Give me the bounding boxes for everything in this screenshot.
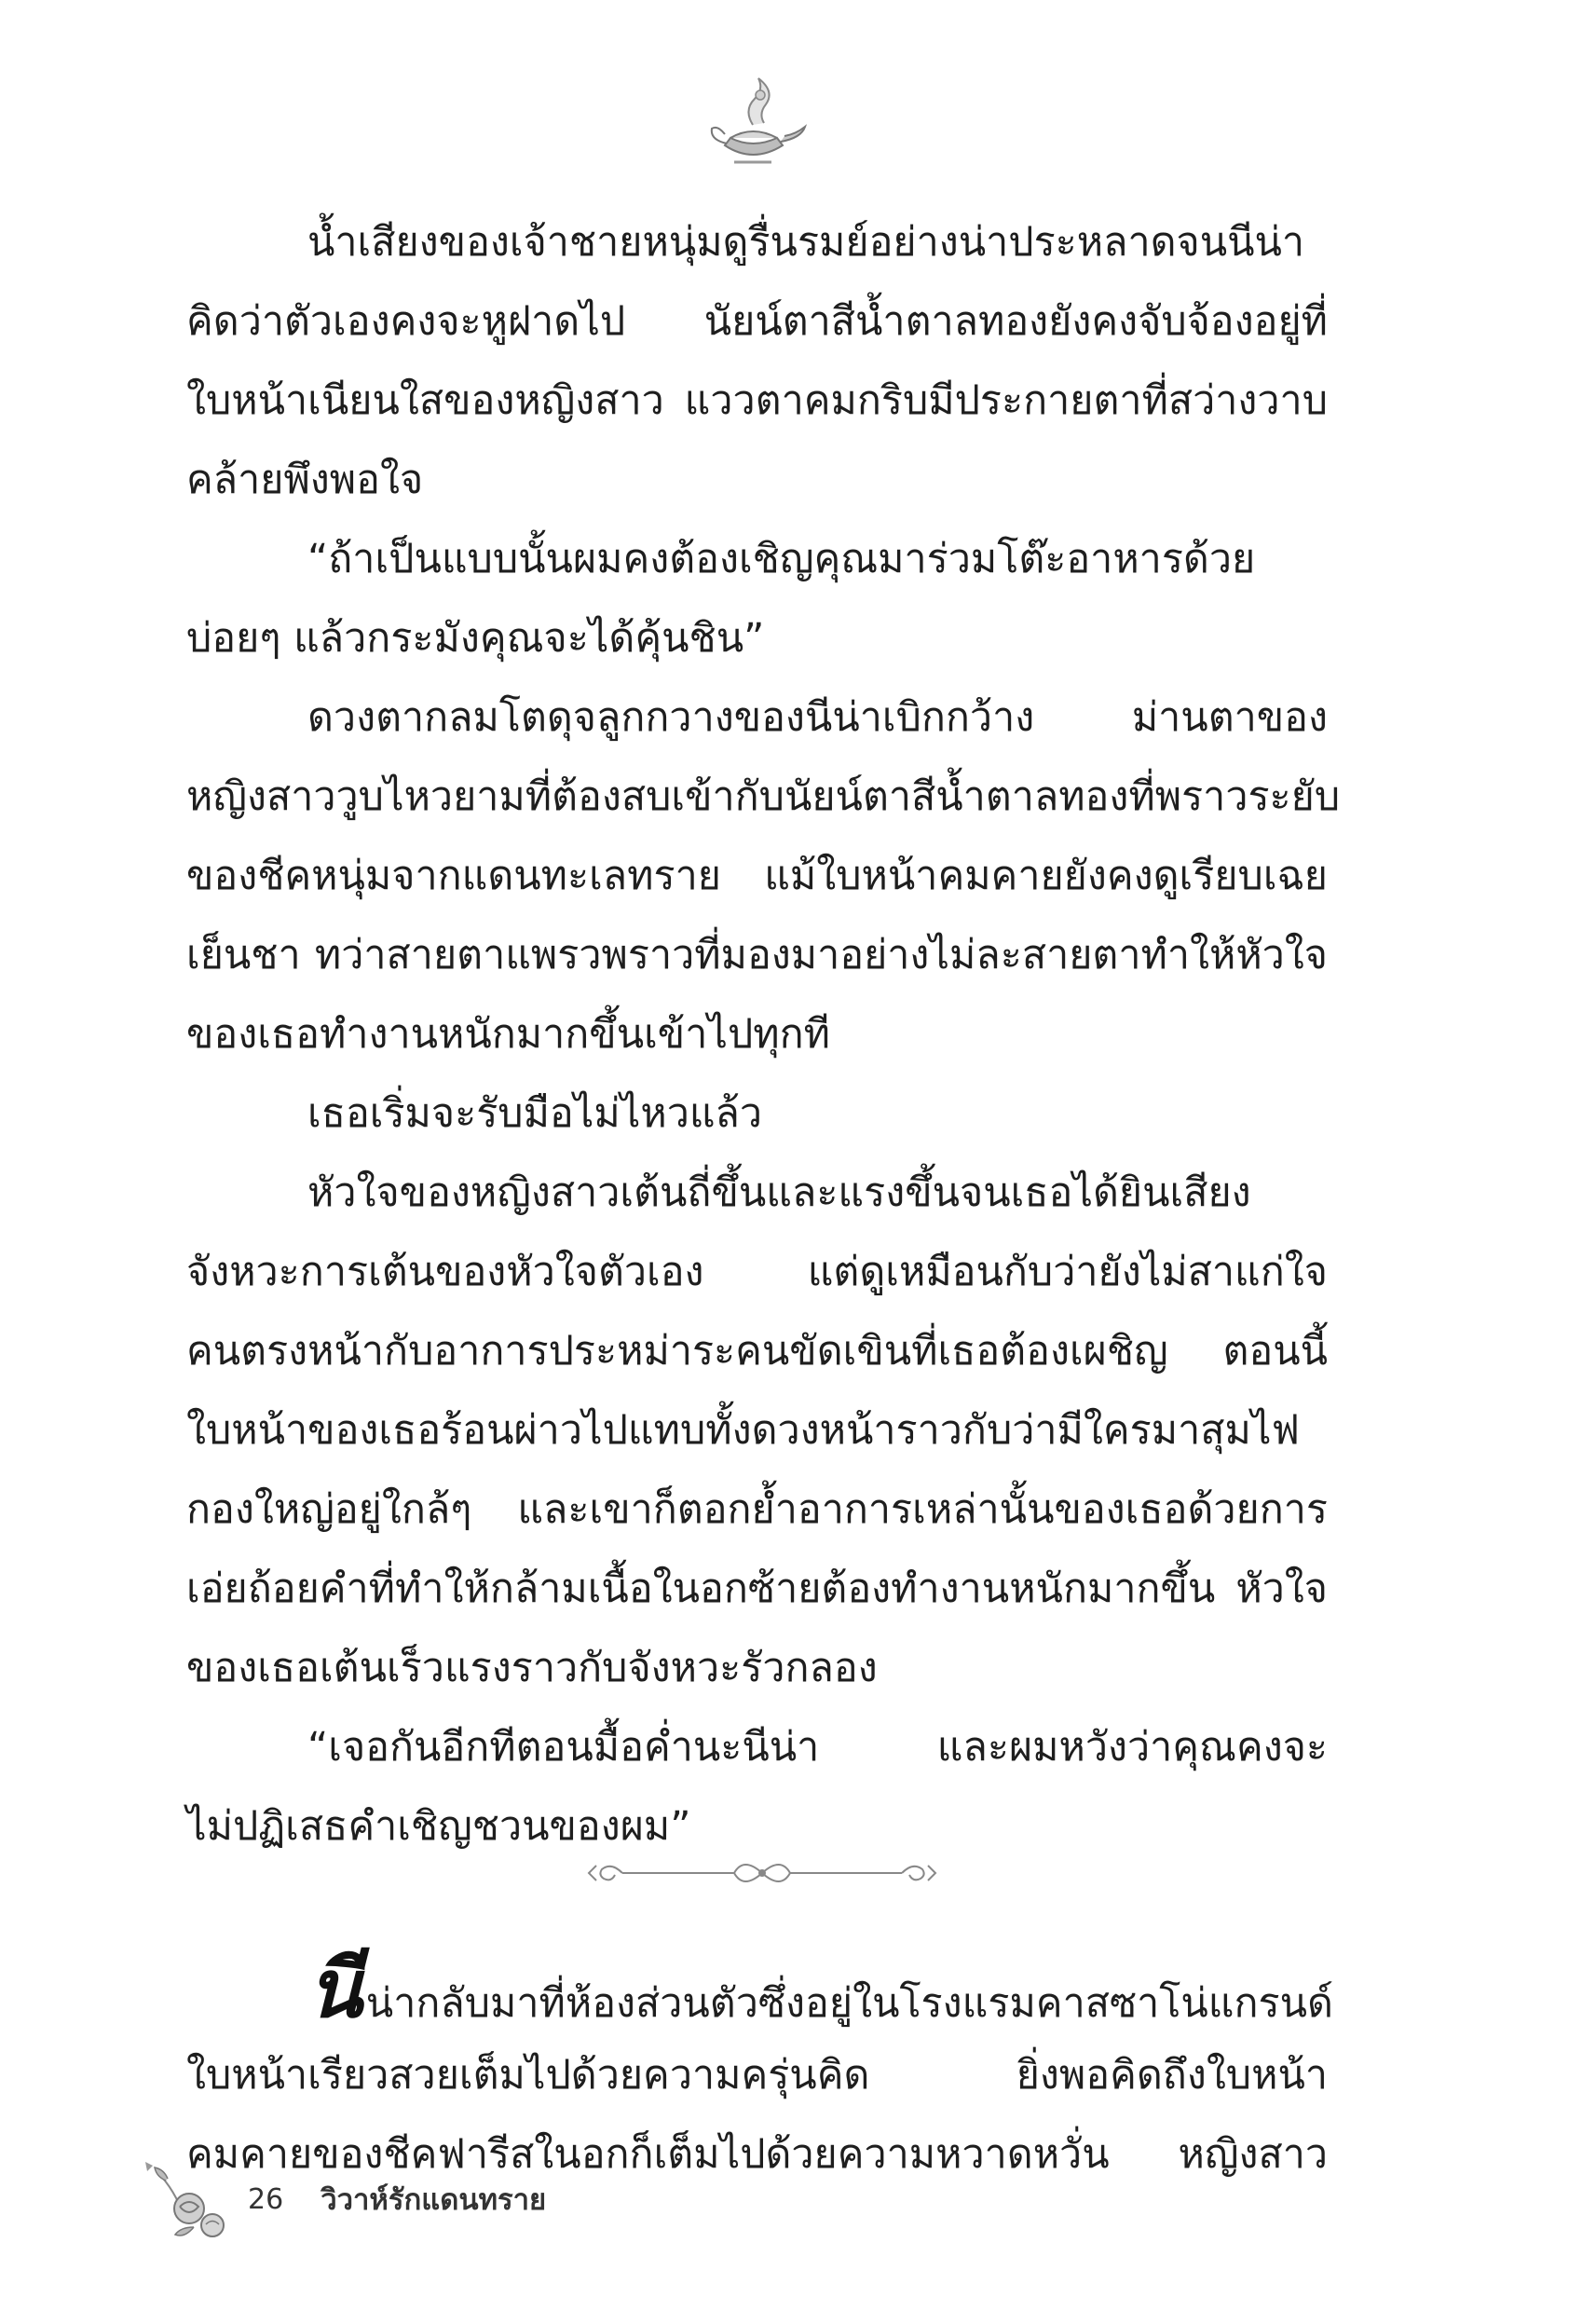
text-line: น้ำเสียงของเจ้าชายหนุ่มดูรื่นรมย์อย่างน่าประหลาดจนนีน่า <box>307 219 1305 266</box>
book-title: วิวาห์รักแดนทราย <box>321 2183 547 2217</box>
body-text-top <box>186 203 1341 1867</box>
text-line: เอ่ยถ้อยคำที่ทำให้กล้ามเนื้อในอกซ้ายต้องทำงานหนักมากขึ้น หัวใจ <box>186 1566 1328 1612</box>
page-footer <box>138 2162 546 2236</box>
text-line: ใบหน้าเรียวสวยเต็มไปด้วยความครุ่นคิด ยิ่งพอคิดถึงใบหน้า <box>186 2052 1328 2099</box>
text-line: ดวงตากลมโตดุจลูกกวางของนีน่าเบิกกว้าง ม่านตาของ <box>307 694 1328 741</box>
text-line: หญิงสาววูบไหวยามที่ต้องสบเข้ากับนัยน์ตาสีน้ำตาลทองที่พราวระยับ <box>186 773 1341 820</box>
text-line: บ่อยๆ แล้วกระมังคุณจะได้คุ้นชิน” <box>186 615 765 662</box>
body-text-bottom <box>186 1942 1333 2195</box>
text-line: ใบหน้าเนียนใสของหญิงสาว แววตาคมกริบมีประกายตาที่สว่างวาบ <box>186 377 1328 424</box>
text-line: ของเธอทำงานหนักมากขึ้นเข้าไปทุกที <box>186 1011 830 1058</box>
drop-cap: นี <box>307 1942 362 2036</box>
page-number: 26 <box>248 2182 284 2216</box>
text-line: เธอเริ่มจะรับมือไม่ไหวแล้ว <box>307 1090 763 1137</box>
text-line: ใบหน้าของเธอร้อนผ่าวไปแทบทั้งดวงหน้าราวกับว่ามีใครมาสุมไฟ <box>186 1407 1300 1454</box>
text-line: เย็นชา ทว่าสายตาแพรวพราวที่มองมาอย่างไม่ละสายตาทำให้หัวใจ <box>186 932 1328 978</box>
text-line: “เจอกันอีกทีตอนมื้อค่ำนะนีน่า และผมหวังว่าคุณคงจะ <box>307 1724 1328 1771</box>
text-line: ของเธอเต้นเร็วแรงราวกับจังหวะรัวกลอง <box>186 1645 878 1691</box>
rose-flower-icon <box>138 2153 240 2246</box>
text-line: คนตรงหน้ากับอาการประหม่าระคนขัดเขินที่เธอต้องเผชิญ ตอนนี้ <box>186 1328 1328 1374</box>
text-line: ไม่ปฏิเสธคำเชิญชวนของผม” <box>186 1803 691 1850</box>
text-line: คมคายของชีคฟารีสในอกก็เต็มไปด้วยความหวาดหวั่น หญิงสาว <box>186 2131 1328 2178</box>
genie-lamp-icon <box>697 73 809 175</box>
text-line: จังหวะการเต้นของหัวใจตัวเอง แต่ดูเหมือนกับว่ายังไม่สาแก่ใจ <box>186 1249 1328 1295</box>
ornament-divider-icon <box>585 1845 939 1901</box>
text-line: “ถ้าเป็นแบบนั้นผมคงต้องเชิญคุณมาร่วมโต๊ะอาหารด้วย <box>307 536 1256 582</box>
text-line <box>186 1942 1333 2036</box>
text-line: ของชีคหนุ่มจากแดนทะเลทราย แม้ใบหน้าคมคายยังคงดูเรียบเฉย <box>186 853 1328 899</box>
text-line-rest: น่ากลับมาที่ห้องส่วนตัวซึ่งอยู่ในโรงแรมคาสซาโน่แกรนด์ <box>365 1980 1333 2027</box>
text-line: หัวใจของหญิงสาวเต้นถี่ขึ้นและแรงขึ้นจนเธอได้ยินเสียง <box>307 1169 1251 1216</box>
text-line: คล้ายพึงพอใจ <box>186 457 424 503</box>
text-line: กองใหญ่อยู่ใกล้ๆ และเขาก็ตอกย้ำอาการเหล่านั้นของเธอด้วยการ <box>186 1486 1328 1533</box>
text-line: คิดว่าตัวเองคงจะหูฝาดไป นัยน์ตาสีน้ำตาลทองยังคงจับจ้องอยู่ที่ <box>186 298 1328 345</box>
